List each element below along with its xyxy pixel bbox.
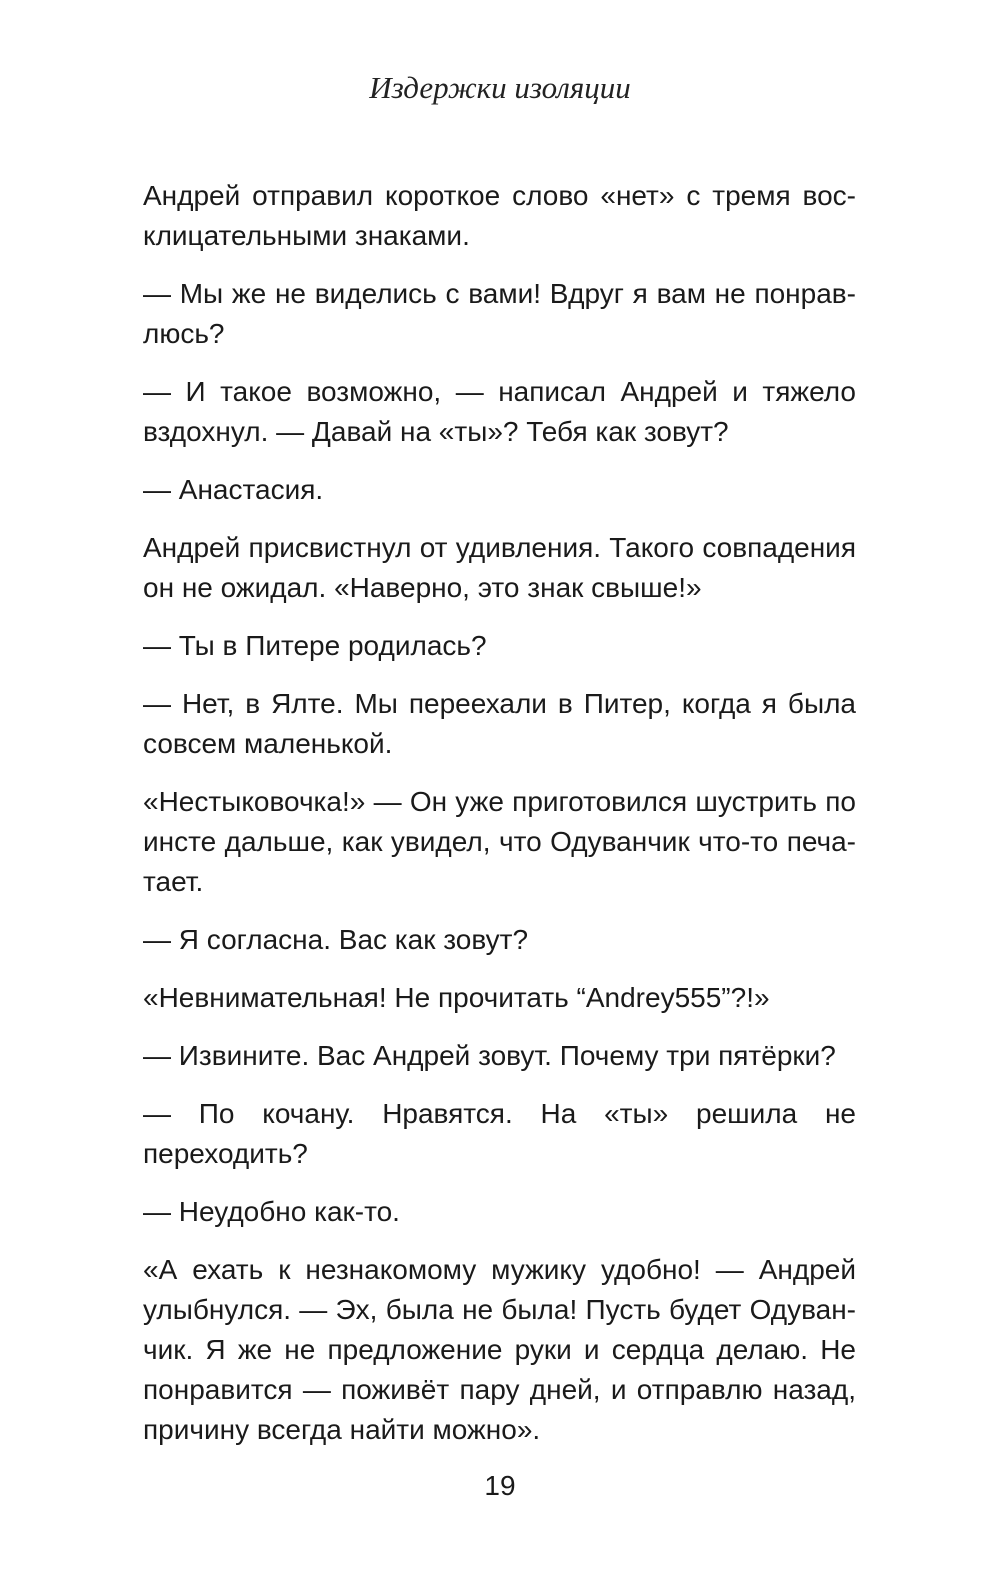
paragraph: «А ехать к незнакомому мужику удобно! — Андрей улыбнулся. — Эх, была не была! Пусть будет Одуванчик. Я же не предложение руки и сердца делаю. Не понравится — поживёт пару дней, и отправлю назад, причину всегда найти можно». [143, 1254, 856, 1445]
paragraph: — Извините. Вас Андрей зовут. Почему три пятёрки? [143, 1040, 836, 1071]
paragraph: «Невнимательная! Не прочитать “Andrey555”?!» [143, 982, 770, 1013]
running-header: Издержки изоляции [369, 70, 631, 105]
paragraph: «Нестыковочка!» — Он уже приготовился шустрить по инсте дальше, как увидел, что Одуванчик что-то печатает. [143, 786, 856, 897]
paragraph: — Нет, в Ялте. Мы переехали в Питер, когда я была совсем маленькой. [143, 688, 856, 759]
paragraph: — Мы же не виделись с вами! Вдруг я вам не понравлюсь? [143, 278, 856, 349]
paragraph: — По кочану. Нравятся. На «ты» решила не переходить? [143, 1098, 856, 1169]
paragraph: — Неудобно как-то. [143, 1196, 400, 1227]
body-text [143, 176, 856, 1468]
page-number: 19 [484, 1470, 516, 1501]
paragraph: — Я согласна. Вас как зовут? [143, 924, 529, 955]
paragraph: — Анастасия. [143, 474, 324, 505]
paragraph: — И такое возможно, — написал Андрей и тяжело вздохнул. — Давай на «ты»? Тебя как зовут? [143, 376, 856, 447]
paragraph: — Ты в Питере родилась? [143, 630, 487, 661]
paragraph: Андрей отправил короткое слово «нет» с тремя восклицательными знаками. [143, 180, 856, 251]
paragraph: Андрей присвистнул от удивления. Такого совпадения он не ожидал. «Наверно, это знак свыше!» [143, 532, 856, 603]
